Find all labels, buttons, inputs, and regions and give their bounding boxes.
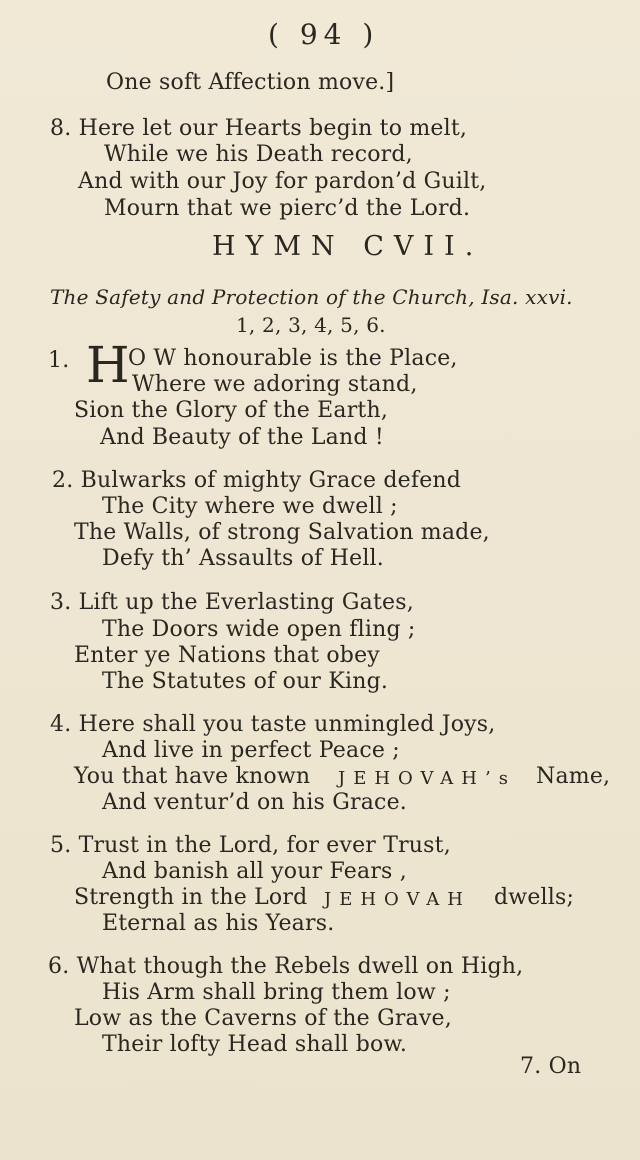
verse8-line3: And with our Joy for pardon’d Guilt, <box>78 169 487 194</box>
hymn-title: HYMN CVII. <box>212 231 484 262</box>
stanza2-line4: Defy th’ Assaults of Hell. <box>102 546 384 571</box>
verse8-line4: Mourn that we pierc’d the Lord. <box>104 196 471 221</box>
stanza1-line1: O W honourable is the Place, <box>128 346 458 371</box>
stanza5-line1: 5. Trust in the Lord, for ever Trust, <box>50 833 451 858</box>
stanza4-line1: 4. Here shall you taste unmingled Joys, <box>50 712 496 737</box>
stanza1-line3: Sion the Glory of the Earth, <box>74 398 389 423</box>
stanza2-line3: The Walls, of strong Salvation made, <box>74 520 490 545</box>
stanza5-line3-part3: dwells; <box>494 885 575 910</box>
stanza3-line1: 3. Lift up the Everlasting Gates, <box>50 590 414 615</box>
catchword: 7. On <box>520 1054 582 1079</box>
stanza1-dropcap: H <box>86 336 130 394</box>
stanza1-line4: And Beauty of the Land ! <box>100 425 384 450</box>
page-number: ( 94 ) <box>268 18 380 51</box>
stanza4-line3-jehovah: JEHOVAH’s <box>338 768 516 789</box>
stanza4-line3-part1: You that have known <box>74 764 311 789</box>
stanza1-line2: Where we adoring stand, <box>132 372 418 397</box>
stanza5-line2: And banish all your Fears , <box>102 859 407 884</box>
stanza6-line4: Their lofty Head shall bow. <box>102 1032 408 1057</box>
stanza6-line3: Low as the Caverns of the Grave, <box>74 1006 452 1031</box>
stanza4-line3-part3: Name, <box>536 764 611 789</box>
stanza1-number: 1. <box>48 348 70 373</box>
verse8-line2: While we his Death record, <box>104 142 413 167</box>
stanza3-line4: The Statutes of our King. <box>102 669 389 694</box>
stanza2-line1: 2. Bulwarks of mighty Grace defend <box>52 468 462 493</box>
continuation-line: One soft Affection move.] <box>106 70 395 95</box>
stanza3-line3: Enter ye Nations that obey <box>74 643 380 668</box>
hymn-subtitle-line2: 1, 2, 3, 4, 5, 6. <box>236 313 386 337</box>
stanza6-line2: His Arm shall bring them low ; <box>102 980 451 1005</box>
stanza5-line4: Eternal as his Years. <box>102 911 335 936</box>
stanza3-line2: The Doors wide open fling ; <box>102 617 416 642</box>
hymn-subtitle-line1: The Safety and Protection of the Church, Isa. xxvi. <box>50 285 573 309</box>
stanza6-line1: 6. What though the Rebels dwell on High, <box>48 954 524 979</box>
stanza2-line2: The City where we dwell ; <box>102 494 398 519</box>
stanza4-line2: And live in perfect Peace ; <box>102 738 400 763</box>
stanza5-line3-jehovah: JEHOVAH <box>324 889 471 910</box>
stanza4-line4: And ventur’d on his Grace. <box>102 790 407 815</box>
verse8-line1: 8. Here let our Hearts begin to melt, <box>50 116 468 141</box>
stanza5-line3-part1: Strength in the Lord <box>74 885 308 910</box>
